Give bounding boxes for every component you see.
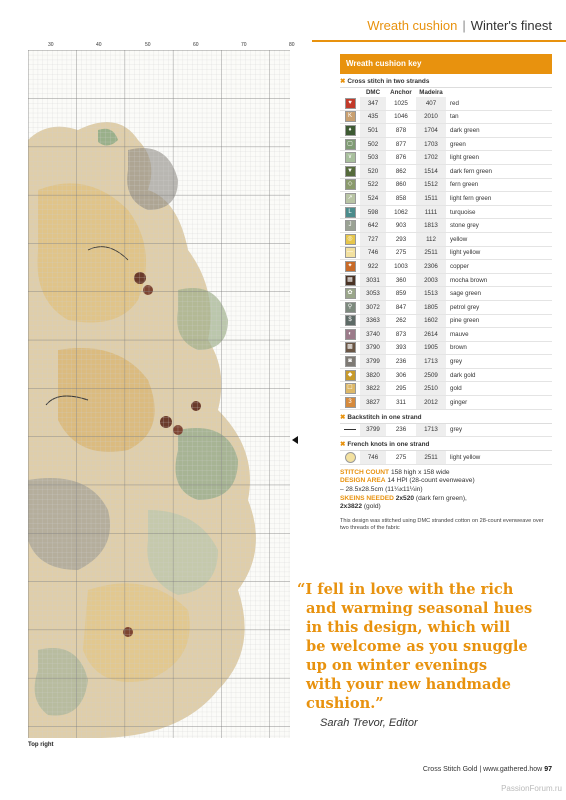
symbol-cell — [340, 124, 360, 138]
dmc-cell: 922 — [360, 260, 386, 274]
name-cell: dark gold — [446, 368, 552, 382]
skeins-needed — [340, 495, 552, 512]
madeira-cell: 1514 — [416, 164, 446, 178]
anchor-cell: 311 — [386, 396, 416, 410]
stat-value: 158 high x 158 wide — [390, 468, 450, 476]
stat-value: 2x520 — [395, 494, 415, 502]
table-row — [340, 192, 552, 206]
name-cell: mauve — [446, 328, 552, 342]
section-label: French knots in one strand — [347, 441, 430, 449]
anchor-cell: 1025 — [386, 97, 416, 110]
col-madeira: Madeira — [419, 89, 443, 96]
symbol-cell — [340, 287, 360, 301]
table-header-row — [340, 88, 552, 97]
header-section: Wreath cushion — [367, 17, 458, 33]
symbol-cell — [340, 137, 360, 151]
axis-tick: 50 — [145, 42, 151, 48]
stitch-symbol-icon: ◆ — [345, 370, 356, 381]
key-title: Wreath cushion key — [340, 54, 552, 74]
stitch-symbol-icon: ◎ — [345, 234, 356, 245]
dmc-cell: 3822 — [360, 382, 386, 396]
anchor-cell: 873 — [386, 328, 416, 342]
symbol-cell — [340, 273, 360, 287]
thread-key — [340, 54, 552, 533]
madeira-cell: 1602 — [416, 314, 446, 328]
dmc-cell: 502 — [360, 137, 386, 151]
madeira-cell: 2012 — [416, 396, 446, 410]
madeira-cell: 1805 — [416, 300, 446, 314]
stitch-chart — [28, 50, 290, 738]
madeira-cell: 2010 — [416, 110, 446, 124]
name-cell: red — [446, 97, 552, 110]
anchor-cell: 862 — [386, 164, 416, 178]
table-row — [340, 137, 552, 151]
key-section-back — [340, 410, 552, 424]
name-cell: fern green — [446, 178, 552, 192]
stitch-symbol-icon: ◙ — [345, 356, 356, 367]
stitch-symbol-icon: ✦ — [345, 261, 356, 272]
anchor-cell: 306 — [386, 368, 416, 382]
dmc-cell: 3031 — [360, 273, 386, 287]
anchor-cell: 393 — [386, 341, 416, 355]
anchor-cell: 275 — [386, 451, 416, 464]
anchor-cell: 860 — [386, 178, 416, 192]
symbol-cell — [340, 205, 360, 219]
symbol-cell — [340, 396, 360, 410]
symbol-cell — [340, 260, 360, 274]
stat-value: 14 HPI (28-count evenweave) — [387, 477, 475, 485]
stitch-symbol-icon: ♥ — [345, 98, 356, 109]
watermark: PassionForum.ru — [501, 784, 562, 793]
anchor-cell: 876 — [386, 151, 416, 165]
dmc-cell: 503 — [360, 151, 386, 165]
anchor-cell: 262 — [386, 314, 416, 328]
anchor-cell: 1046 — [386, 110, 416, 124]
dmc-cell: 746 — [360, 246, 386, 260]
stitch-symbol-icon: ♦ — [345, 125, 356, 136]
dmc-cell: 3072 — [360, 300, 386, 314]
design-area — [340, 477, 552, 494]
name-cell: grey — [446, 355, 552, 369]
page-number: 97 — [544, 766, 552, 773]
symbol-cell — [340, 246, 360, 260]
page-footer — [423, 766, 552, 773]
table-row — [340, 396, 552, 410]
name-cell: petrol grey — [446, 300, 552, 314]
quote-author: Sarah Trevor, Editor — [320, 717, 418, 729]
madeira-cell: 2614 — [416, 328, 446, 342]
symbol-cell — [340, 110, 360, 124]
dmc-cell: 3363 — [360, 314, 386, 328]
madeira-cell: 1512 — [416, 178, 446, 192]
section-label: Backstitch in one strand — [347, 413, 422, 421]
symbol-cell — [340, 192, 360, 206]
name-cell: light yellow — [446, 246, 552, 260]
chart-axis-ticks — [28, 42, 298, 50]
table-row — [340, 97, 552, 110]
table-row — [340, 124, 552, 138]
stitch-symbol-icon: ▦ — [345, 275, 356, 286]
name-cell: brown — [446, 341, 552, 355]
anchor-cell: 275 — [386, 246, 416, 260]
anchor-cell: 1062 — [386, 205, 416, 219]
dmc-cell: 435 — [360, 110, 386, 124]
anchor-cell: 293 — [386, 232, 416, 246]
axis-tick: 40 — [96, 42, 102, 48]
table-row — [340, 368, 552, 382]
stitch-symbol-icon: — — [345, 247, 356, 258]
section-label: Cross stitch in two strands — [347, 78, 430, 85]
madeira-cell: 1703 — [416, 137, 446, 151]
backstitch-table — [340, 424, 552, 438]
symbol-cell — [340, 424, 360, 437]
quote-line: be welcome as you snuggle — [306, 638, 528, 655]
dmc-cell: 524 — [360, 192, 386, 206]
table-row — [340, 273, 552, 287]
table-row — [340, 314, 552, 328]
anchor-cell: 878 — [386, 124, 416, 138]
french-knot-table — [340, 451, 552, 465]
dmc-cell: 3799 — [360, 424, 386, 437]
madeira-cell: 1713 — [416, 355, 446, 369]
table-row — [340, 178, 552, 192]
axis-tick: 30 — [48, 42, 54, 48]
cross-icon: ✖ — [340, 78, 346, 85]
name-cell: mocha brown — [446, 273, 552, 287]
stitch-symbol-icon: ✿ — [345, 288, 356, 299]
symbol-cell — [340, 219, 360, 233]
stat-value: (dark fern green), — [415, 494, 467, 502]
axis-tick: 70 — [241, 42, 247, 48]
quote-line: up on winter evenings — [306, 657, 488, 674]
symbol-cell — [340, 355, 360, 369]
table-row — [340, 164, 552, 178]
chart-label: Top right — [28, 742, 54, 748]
name-cell: dark fern green — [446, 164, 552, 178]
quote-line: “I fell in love with the rich — [297, 581, 514, 598]
col-symbol — [340, 88, 360, 97]
table-row — [340, 260, 552, 274]
dmc-cell: 727 — [360, 232, 386, 246]
key-stats — [340, 469, 552, 512]
dmc-cell: 642 — [360, 219, 386, 233]
madeira-cell: 2510 — [416, 382, 446, 396]
stitch-symbol-icon: ◇ — [345, 179, 356, 190]
table-row — [340, 355, 552, 369]
name-cell: light fern green — [446, 192, 552, 206]
col-name — [446, 88, 552, 97]
quote-line: with your new handmade — [306, 676, 511, 693]
table-row — [340, 424, 552, 437]
stitch-symbol-icon: ∨ — [345, 152, 356, 163]
stat-value: (gold) — [363, 503, 381, 511]
col-anchor: Anchor — [390, 89, 412, 96]
table-row — [340, 219, 552, 233]
stat-value: 2x3822 — [340, 503, 363, 511]
cross-icon: ✖ — [340, 413, 346, 421]
anchor-cell: 236 — [386, 424, 416, 437]
cross-icon: ✖ — [340, 441, 346, 449]
header-title: Winter's finest — [470, 17, 552, 33]
name-cell: grey — [446, 424, 552, 437]
name-cell: pine green — [446, 314, 552, 328]
madeira-cell: 2509 — [416, 368, 446, 382]
madeira-cell: 1511 — [416, 192, 446, 206]
dmc-cell: 3790 — [360, 341, 386, 355]
madeira-cell: 407 — [416, 97, 446, 110]
madeira-cell: 2511 — [416, 246, 446, 260]
pull-quote — [297, 580, 554, 713]
stat-label: STITCH COUNT — [340, 468, 390, 476]
symbol-cell — [340, 300, 360, 314]
dmc-cell: 3799 — [360, 355, 386, 369]
symbol-cell — [340, 341, 360, 355]
dmc-cell: 501 — [360, 124, 386, 138]
symbol-cell — [340, 328, 360, 342]
table-row — [340, 232, 552, 246]
backstitch-line-icon — [344, 429, 356, 430]
symbol-cell — [340, 232, 360, 246]
dmc-cell: 598 — [360, 205, 386, 219]
stat-label: DESIGN AREA — [340, 477, 386, 485]
stitch-chart-svg — [28, 50, 290, 738]
anchor-cell: 847 — [386, 300, 416, 314]
stitch-symbol-icon: ☐ — [345, 383, 356, 394]
stitch-symbol-icon: ◐ — [345, 329, 356, 340]
anchor-cell: 859 — [386, 287, 416, 301]
name-cell: light yellow — [446, 451, 552, 464]
madeira-cell: 1713 — [416, 424, 446, 437]
table-row — [340, 382, 552, 396]
header-divider: | — [462, 17, 466, 33]
anchor-cell: 877 — [386, 137, 416, 151]
symbol-cell — [340, 314, 360, 328]
stat-value: – 28.5x28.5cm (11¼x11¼in) — [340, 486, 423, 494]
stitch-symbol-icon: $ — [345, 315, 356, 326]
table-row — [340, 341, 552, 355]
anchor-cell: 236 — [386, 355, 416, 369]
page-header — [367, 12, 552, 38]
madeira-cell: 1905 — [416, 341, 446, 355]
dmc-cell: 3740 — [360, 328, 386, 342]
name-cell: green — [446, 137, 552, 151]
name-cell: copper — [446, 260, 552, 274]
stitch-symbol-icon: ▩ — [345, 342, 356, 353]
madeira-cell: 1702 — [416, 151, 446, 165]
stitch-count — [340, 469, 552, 478]
symbol-cell — [340, 178, 360, 192]
key-section-french — [340, 437, 552, 451]
name-cell: ginger — [446, 396, 552, 410]
table-row — [340, 287, 552, 301]
symbol-cell — [340, 164, 360, 178]
header-rule — [312, 40, 566, 42]
name-cell: sage green — [446, 287, 552, 301]
stitch-symbol-icon: ▼ — [345, 166, 356, 177]
table-row — [340, 328, 552, 342]
quote-line: in this design, which will — [306, 619, 511, 636]
quote-line: cushion.” — [306, 695, 384, 712]
dmc-cell: 3053 — [360, 287, 386, 301]
french-knot-icon — [345, 452, 356, 463]
name-cell: yellow — [446, 232, 552, 246]
name-cell: tan — [446, 110, 552, 124]
symbol-cell — [340, 382, 360, 396]
anchor-cell: 858 — [386, 192, 416, 206]
madeira-cell: 2003 — [416, 273, 446, 287]
madeira-cell: 2306 — [416, 260, 446, 274]
symbol-cell — [340, 97, 360, 110]
stitch-symbol-icon: L — [345, 207, 356, 218]
anchor-cell: 295 — [386, 382, 416, 396]
stitch-symbol-icon: ▢ — [345, 139, 356, 150]
stitch-symbol-icon: ↗ — [345, 193, 356, 204]
name-cell: dark green — [446, 124, 552, 138]
madeira-cell: 1111 — [416, 205, 446, 219]
table-row — [340, 451, 552, 464]
anchor-cell: 1003 — [386, 260, 416, 274]
key-rows — [340, 97, 552, 409]
table-row — [340, 110, 552, 124]
table-row — [340, 246, 552, 260]
axis-tick: 60 — [193, 42, 199, 48]
stitch-symbol-icon: J — [345, 220, 356, 231]
stitch-symbol-icon: 3 — [345, 397, 356, 408]
col-dmc: DMC — [365, 89, 381, 96]
symbol-cell — [340, 151, 360, 165]
footer-text: Cross Stitch Gold | www.gathered.how — [422, 766, 543, 773]
madeira-cell: 2511 — [416, 451, 446, 464]
madeira-cell: 1513 — [416, 287, 446, 301]
dmc-cell: 746 — [360, 451, 386, 464]
dmc-cell: 522 — [360, 178, 386, 192]
name-cell: stone grey — [446, 219, 552, 233]
stitch-symbol-icon: ⚲ — [345, 302, 356, 313]
madeira-cell: 1704 — [416, 124, 446, 138]
dmc-cell: 3827 — [360, 396, 386, 410]
cross-stitch-table — [340, 88, 552, 410]
quote-line: and warming seasonal hues — [306, 600, 533, 617]
anchor-cell: 903 — [386, 219, 416, 233]
stitch-symbol-icon: K — [345, 111, 356, 122]
dmc-cell: 3820 — [360, 368, 386, 382]
madeira-cell: 112 — [416, 232, 446, 246]
dmc-cell: 520 — [360, 164, 386, 178]
axis-tick: 80 — [289, 42, 295, 48]
stat-label: SKEINS NEEDED — [340, 494, 394, 502]
anchor-cell: 360 — [386, 273, 416, 287]
name-cell: gold — [446, 382, 552, 396]
symbol-cell — [340, 451, 360, 464]
table-row — [340, 205, 552, 219]
symbol-cell — [340, 368, 360, 382]
key-note: This design was stitched using DMC stranded cotton on 28-count evenweave over two threads of the fabric — [340, 517, 544, 532]
table-row — [340, 151, 552, 165]
center-marker-icon — [292, 436, 298, 444]
madeira-cell: 1813 — [416, 219, 446, 233]
dmc-cell: 347 — [360, 97, 386, 110]
name-cell: light green — [446, 151, 552, 165]
key-section-cross — [340, 74, 552, 88]
table-row — [340, 300, 552, 314]
name-cell: turquoise — [446, 205, 552, 219]
